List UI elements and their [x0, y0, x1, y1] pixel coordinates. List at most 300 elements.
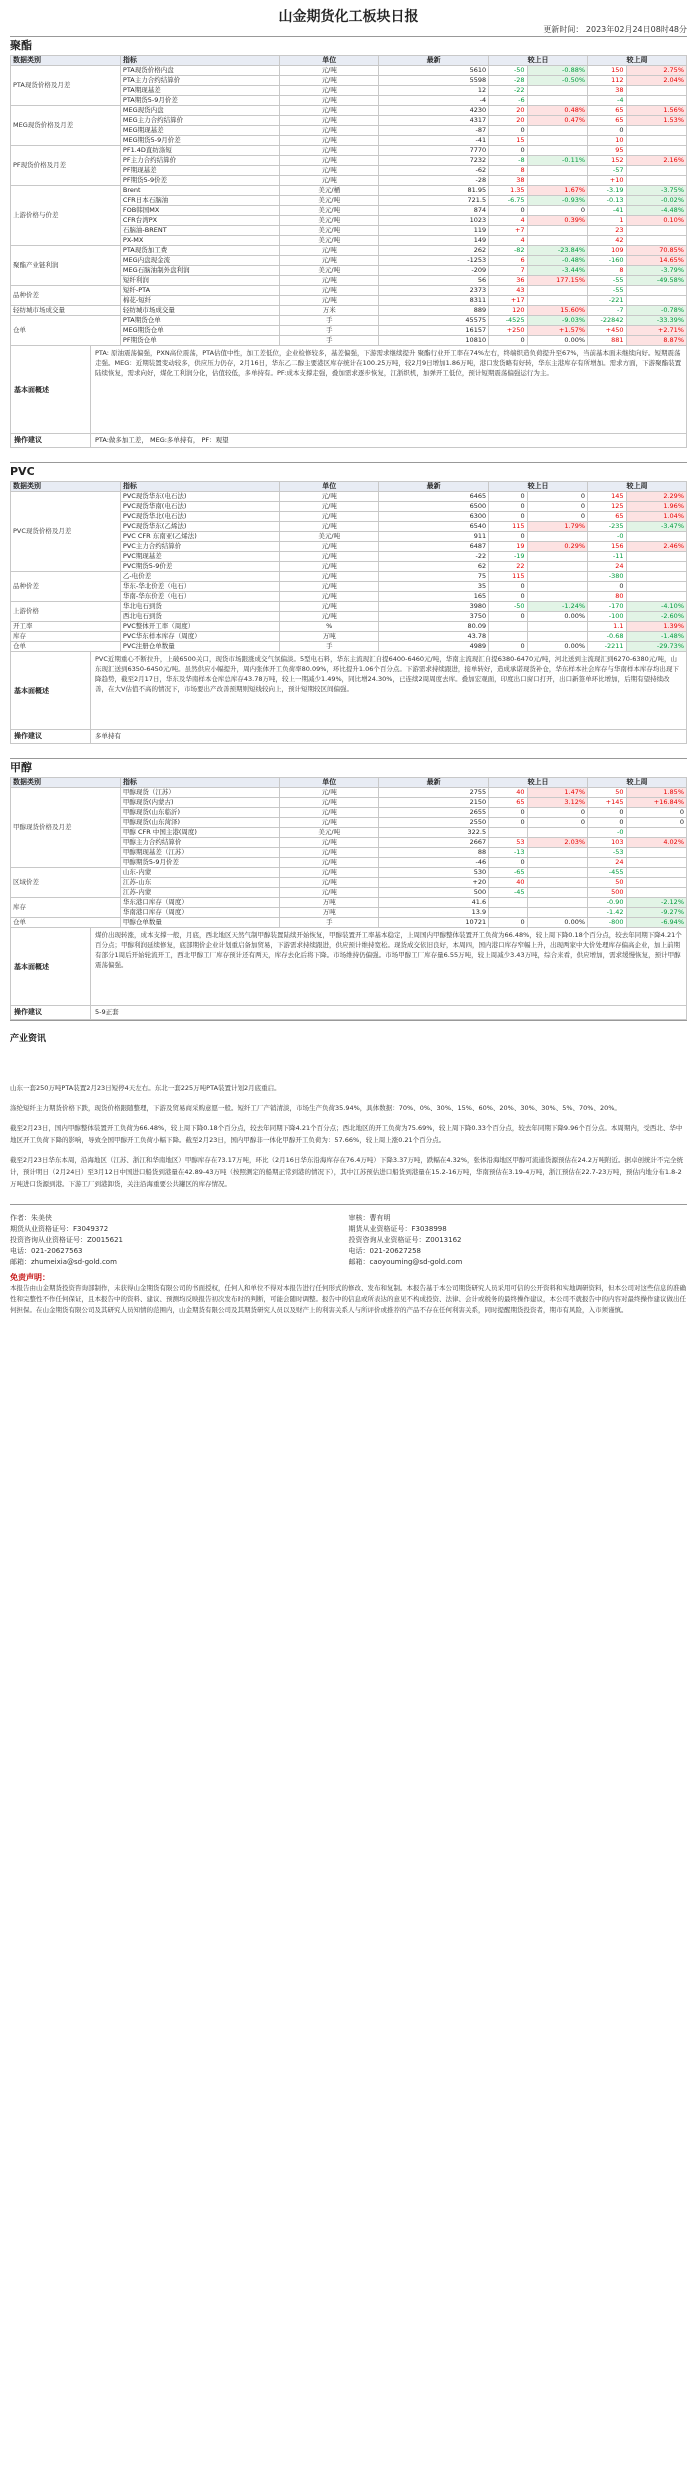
- indicator-cell: CFR日本石脑油: [120, 196, 279, 206]
- unit-cell: 美元/吨: [280, 226, 379, 236]
- week-pct-cell: [626, 126, 687, 136]
- unit-cell: 元/吨: [280, 572, 379, 582]
- latest-cell: 5598: [379, 76, 489, 86]
- authors-block: [10, 1213, 687, 1268]
- column-header: 数据类别: [11, 56, 121, 66]
- category-cell: 仓单: [11, 642, 121, 652]
- week-change-cell: -55: [588, 286, 626, 296]
- day-pct-cell: 1.79%: [527, 522, 587, 532]
- day-change-cell: 0: [489, 206, 527, 216]
- week-change-cell: 65: [588, 116, 626, 126]
- week-pct-cell: [626, 848, 687, 858]
- day-pct-cell: [527, 296, 587, 306]
- sections-container: [10, 36, 687, 1020]
- latest-cell: 75: [379, 572, 489, 582]
- indicator-cell: MEG期现基差: [120, 126, 279, 136]
- week-pct-cell: 2.75%: [626, 66, 687, 76]
- day-change-cell: [489, 828, 527, 838]
- week-pct-cell: [626, 888, 687, 898]
- unit-cell: 元/吨: [280, 136, 379, 146]
- week-change-cell: -4: [588, 96, 626, 106]
- unit-cell: 元/吨: [280, 552, 379, 562]
- day-change-cell: [489, 632, 527, 642]
- week-pct-cell: -49.58%: [626, 276, 687, 286]
- category-cell: 上游价格: [11, 602, 121, 622]
- day-pct-cell: [527, 96, 587, 106]
- day-change-cell: -4525: [489, 316, 527, 326]
- table-row: [11, 642, 687, 652]
- day-pct-cell: 0: [527, 502, 587, 512]
- latest-cell: 8311: [379, 296, 489, 306]
- section-block: [10, 758, 687, 1020]
- category-cell: 仓单: [11, 918, 121, 928]
- week-pct-cell: 1.56%: [626, 106, 687, 116]
- unit-cell: 元/吨: [280, 542, 379, 552]
- indicator-cell: 甲醇 CFR 中国主港(周度): [120, 828, 279, 838]
- column-header: 单位: [280, 778, 379, 788]
- week-pct-cell: -6.94%: [626, 918, 687, 928]
- indicator-cell: 甲醇仓单数量: [120, 918, 279, 928]
- column-header: 数据类别: [11, 482, 121, 492]
- day-change-cell: [489, 622, 527, 632]
- table-header-row: [11, 56, 687, 66]
- unit-cell: 元/吨: [280, 116, 379, 126]
- week-change-cell: 65: [588, 512, 626, 522]
- trading-advice: [10, 434, 687, 448]
- column-header: 指标: [120, 482, 279, 492]
- week-change-cell: +145: [588, 798, 626, 808]
- author-phone: 电话：021-20627563: [10, 1247, 83, 1255]
- week-change-cell: 1.1: [588, 622, 626, 632]
- day-change-cell: 0: [489, 492, 527, 502]
- table-row: [11, 186, 687, 196]
- table-row: [11, 602, 687, 612]
- unit-cell: 元/吨: [280, 296, 379, 306]
- day-change-cell: [489, 898, 527, 908]
- unit-cell: 手: [280, 316, 379, 326]
- day-change-cell: 7: [489, 266, 527, 276]
- week-change-cell: -22842: [588, 316, 626, 326]
- latest-cell: 911: [379, 532, 489, 542]
- day-change-cell: -19: [489, 552, 527, 562]
- category-cell: 品种价差: [11, 286, 121, 306]
- unit-cell: 元/吨: [280, 858, 379, 868]
- day-pct-cell: -0.93%: [527, 196, 587, 206]
- day-pct-cell: -0.88%: [527, 66, 587, 76]
- reviewer-email[interactable]: 邮箱：caoyouming@sd-gold.com: [348, 1258, 463, 1266]
- table-row: [11, 492, 687, 502]
- indicator-cell: PTA现货加工费: [120, 246, 279, 256]
- category-cell: 库存: [11, 898, 121, 918]
- indicator-cell: Brent: [120, 186, 279, 196]
- indicator-cell: PTA期现基差: [120, 86, 279, 96]
- news-item: 山东一套250万吨PTA装置2月23日短停4天左右。东北一套225万吨PTA装置计划2月底重启。: [10, 1084, 281, 1092]
- day-pct-cell: +1.57%: [527, 326, 587, 336]
- latest-cell: 2655: [379, 808, 489, 818]
- week-pct-cell: -9.27%: [626, 908, 687, 918]
- week-pct-cell: [626, 146, 687, 156]
- summary-label: 基本面概述: [11, 652, 91, 729]
- week-pct-cell: +16.84%: [626, 798, 687, 808]
- day-pct-cell: 0.48%: [527, 106, 587, 116]
- day-pct-cell: [527, 898, 587, 908]
- unit-cell: 元/吨: [280, 818, 379, 828]
- indicator-cell: 山东-内蒙: [120, 868, 279, 878]
- unit-cell: 元/吨: [280, 522, 379, 532]
- news-item: 涤纶短纤主力期货价格下跌，现货价格跟随整理，下游及贸易商采购意愿一般。短纤工厂产销清淡，市场生产负荷35.94%，具体数据：70%、0%、30%、15%、60%、20%、30%、30%、5%、70%、20%。: [10, 1104, 621, 1112]
- unit-cell: 元/吨: [280, 838, 379, 848]
- day-change-cell: -8: [489, 156, 527, 166]
- indicator-cell: 西北电石到货: [120, 612, 279, 622]
- week-change-cell: -0.13: [588, 196, 626, 206]
- disclaimer-text: 本报告由山金期货投资咨询部制作，未获得山金期货有限公司的书面授权，任何人和单位不得对本报告进行任何形式的修改、发布和复制。本报告基于本公司期货研究人员采用可信的公开资料和实地调研资料，但本公司对这些信息的准确性和完整性不作任何保证，且本报告中的资料、建议、预测均反映报告初次发布时的判断，可能会随时调整。报告中的信息或所表达的意见不构成投资、法律、会计或税务的最终操作建议，本公司不就报告中的内容对最终操作建议做出任何担保。在山金期货有限公司及其研究人员知情的范围内，山金期货有限公司及其期货研究人员以及财产上的利害关系人与所评价或推荐的产品不存在任何利害关系，同时提醒期货投资者，期市有风险，入市须谨慎。: [10, 1284, 686, 1314]
- week-pct-cell: +2.71%: [626, 326, 687, 336]
- unit-cell: 元/吨: [280, 286, 379, 296]
- unit-cell: 元/吨: [280, 562, 379, 572]
- column-header: 单位: [280, 482, 379, 492]
- unit-cell: 元/吨: [280, 106, 379, 116]
- week-change-cell: -1.42: [588, 908, 626, 918]
- day-change-cell: +7: [489, 226, 527, 236]
- latest-cell: 35: [379, 582, 489, 592]
- week-change-cell: -380: [588, 572, 626, 582]
- day-change-cell: 0: [489, 642, 527, 652]
- latest-cell: 80.09: [379, 622, 489, 632]
- unit-cell: 元/吨: [280, 512, 379, 522]
- indicator-cell: 甲醇期现基差（江苏）: [120, 848, 279, 858]
- unit-cell: 美元/吨: [280, 532, 379, 542]
- summary-text: 煤价出现转涨，成本支撑一般，月底，西北地区天然气制甲醇装置陆续开始恢复，甲醇装置开工率基本稳定，上周国内甲醇整体装置开工负荷为66.48%，较上周下降0.18个百分点，较去年同期下降4.21个百分点；甲醇利润延续修复，底部期价企业计划重启备加贸易，下游需求持续跟进，供应预计维持宽松。现货成交依旧良好，本周四，国内港口库存窄幅上升，出现两家中大价处理库存偏高企业，加上前期有部分1周后开始轮流开工，西北甲醇工厂库存预计还有两天，库存去化后将下降。市场维持仍偏强。市场甲醇工厂库存量6.55万吨，较上周减少3.43万吨，综合来看，供应增加，需求缓慢恢复，预计甲醇震荡偏强。: [95, 931, 682, 969]
- author-consult-license: 投资咨询从业资格证号：Z0015621: [10, 1236, 123, 1244]
- unit-cell: 美元/吨: [280, 266, 379, 276]
- unit-cell: 手: [280, 336, 379, 346]
- week-pct-cell: -29.73%: [626, 642, 687, 652]
- news-divider: [10, 1020, 687, 1021]
- unit-cell: 美元/吨: [280, 196, 379, 206]
- table-header-row: [11, 482, 687, 492]
- week-pct-cell: 1.39%: [626, 622, 687, 632]
- indicator-cell: PF期货5-9价差: [120, 176, 279, 186]
- indicator-cell: 甲醇现货(山东临沂): [120, 808, 279, 818]
- section-title: PVC: [10, 465, 35, 478]
- day-pct-cell: 1.47%: [527, 788, 587, 798]
- category-cell: 轻纺城市场成交量: [11, 306, 121, 316]
- indicator-cell: PVC CFR 东南亚(乙烯法): [120, 532, 279, 542]
- latest-cell: 45575: [379, 316, 489, 326]
- latest-cell: 16157: [379, 326, 489, 336]
- unit-cell: 美元/吨: [280, 828, 379, 838]
- week-change-cell: +10: [588, 176, 626, 186]
- day-pct-cell: 0.00%: [527, 336, 587, 346]
- latest-cell: 6487: [379, 542, 489, 552]
- indicator-cell: PF主力合约结算价: [120, 156, 279, 166]
- unit-cell: 元/吨: [280, 602, 379, 612]
- indicator-cell: PVC现货华北(电石法): [120, 512, 279, 522]
- authors-divider: [10, 1204, 687, 1205]
- latest-cell: -4: [379, 96, 489, 106]
- week-pct-cell: [626, 858, 687, 868]
- column-header: 较上周: [588, 778, 687, 788]
- day-change-cell: 0: [489, 532, 527, 542]
- latest-cell: 88: [379, 848, 489, 858]
- week-pct-cell: [626, 562, 687, 572]
- day-pct-cell: 0.39%: [527, 216, 587, 226]
- reviewer-column: [349, 1213, 688, 1268]
- day-pct-cell: [527, 146, 587, 156]
- latest-cell: 7770: [379, 146, 489, 156]
- day-pct-cell: 1.67%: [527, 186, 587, 196]
- indicator-cell: 华东-华北价差（电石）: [120, 582, 279, 592]
- day-pct-cell: 0.29%: [527, 542, 587, 552]
- week-change-cell: +450: [588, 326, 626, 336]
- latest-cell: 119: [379, 226, 489, 236]
- latest-cell: 2550: [379, 818, 489, 828]
- week-change-cell: 125: [588, 502, 626, 512]
- day-change-cell: [489, 908, 527, 918]
- table-row: [11, 246, 687, 256]
- unit-cell: 元/吨: [280, 86, 379, 96]
- day-pct-cell: [527, 562, 587, 572]
- week-pct-cell: 2.29%: [626, 492, 687, 502]
- day-pct-cell: [527, 908, 587, 918]
- indicator-cell: 华东港口库存（周度）: [120, 898, 279, 908]
- week-change-cell: 109: [588, 246, 626, 256]
- day-change-cell: -22: [489, 86, 527, 96]
- week-change-cell: 23: [588, 226, 626, 236]
- unit-cell: %: [280, 622, 379, 632]
- column-header: 较上周: [588, 482, 687, 492]
- indicator-cell: 甲醇现货（江苏）: [120, 788, 279, 798]
- day-change-cell: 65: [489, 798, 527, 808]
- indicator-cell: PTA主力合约结算价: [120, 76, 279, 86]
- author-column: [10, 1213, 349, 1268]
- week-pct-cell: 2.46%: [626, 542, 687, 552]
- week-pct-cell: -3.47%: [626, 522, 687, 532]
- indicator-cell: 石脑油-BRENT: [120, 226, 279, 236]
- week-change-cell: -235: [588, 522, 626, 532]
- latest-cell: 4230: [379, 106, 489, 116]
- unit-cell: 元/吨: [280, 96, 379, 106]
- week-change-cell: -0.68: [588, 632, 626, 642]
- latest-cell: 6540: [379, 522, 489, 532]
- unit-cell: 元/吨: [280, 868, 379, 878]
- week-pct-cell: -1.48%: [626, 632, 687, 642]
- week-pct-cell: [626, 286, 687, 296]
- week-pct-cell: -4.48%: [626, 206, 687, 216]
- latest-cell: -28: [379, 176, 489, 186]
- latest-cell: 1023: [379, 216, 489, 226]
- week-change-cell: 0: [588, 126, 626, 136]
- day-change-cell: 4: [489, 216, 527, 226]
- latest-cell: 3750: [379, 612, 489, 622]
- latest-cell: 41.6: [379, 898, 489, 908]
- day-change-cell: 0: [489, 612, 527, 622]
- unit-cell: 美元/吨: [280, 216, 379, 226]
- day-pct-cell: 0: [527, 512, 587, 522]
- week-change-cell: 112: [588, 76, 626, 86]
- indicator-cell: MEG期货5-9月价差: [120, 136, 279, 146]
- unit-cell: 元/吨: [280, 176, 379, 186]
- week-pct-cell: 14.65%: [626, 256, 687, 266]
- week-pct-cell: [626, 166, 687, 176]
- table-row: [11, 632, 687, 642]
- week-change-cell: 103: [588, 838, 626, 848]
- day-change-cell: 15: [489, 136, 527, 146]
- unit-cell: 元/吨: [280, 788, 379, 798]
- day-change-cell: 4: [489, 236, 527, 246]
- week-change-cell: -57: [588, 166, 626, 176]
- latest-cell: 2667: [379, 838, 489, 848]
- week-pct-cell: 2.16%: [626, 156, 687, 166]
- category-cell: PVC现货价格及月差: [11, 492, 121, 572]
- indicator-cell: 甲醇现货(山东菏泽): [120, 818, 279, 828]
- week-change-cell: 80: [588, 592, 626, 602]
- unit-cell: 元/吨: [280, 66, 379, 76]
- day-pct-cell: [527, 532, 587, 542]
- category-cell: 开工率: [11, 622, 121, 632]
- indicator-cell: MEG石脑油制外盘利润: [120, 266, 279, 276]
- summary-label: 基本面概述: [11, 346, 91, 433]
- table-row: [11, 868, 687, 878]
- day-change-cell: -65: [489, 868, 527, 878]
- day-change-cell: 115: [489, 572, 527, 582]
- week-change-cell: 24: [588, 858, 626, 868]
- week-change-cell: 8: [588, 266, 626, 276]
- indicator-cell: PF期货仓单: [120, 336, 279, 346]
- week-change-cell: 24: [588, 562, 626, 572]
- day-change-cell: +250: [489, 326, 527, 336]
- latest-cell: 149: [379, 236, 489, 246]
- day-change-cell: 20: [489, 116, 527, 126]
- latest-cell: 165: [379, 592, 489, 602]
- day-pct-cell: [527, 878, 587, 888]
- fundamentals-summary: [10, 346, 687, 434]
- week-pct-cell: -0.78%: [626, 306, 687, 316]
- column-header: 较上日: [489, 56, 588, 66]
- table-row: [11, 146, 687, 156]
- day-pct-cell: -0.48%: [527, 256, 587, 266]
- table-row: [11, 572, 687, 582]
- column-header: 单位: [280, 56, 379, 66]
- week-pct-cell: -4.10%: [626, 602, 687, 612]
- column-header: 较上日: [489, 482, 588, 492]
- table-row: [11, 918, 687, 928]
- latest-cell: 721.5: [379, 196, 489, 206]
- latest-cell: 43.78: [379, 632, 489, 642]
- column-header: 数据类别: [11, 778, 121, 788]
- day-change-cell: 115: [489, 522, 527, 532]
- unit-cell: 元/吨: [280, 246, 379, 256]
- report-title: 山金期货化工板块日报: [278, 9, 419, 25]
- latest-cell: -22: [379, 552, 489, 562]
- trading-advice: [10, 1006, 687, 1020]
- unit-cell: 元/吨: [280, 798, 379, 808]
- day-pct-cell: [527, 632, 587, 642]
- reviewer-name: 审核：曹有明: [348, 1214, 391, 1222]
- day-change-cell: -28: [489, 76, 527, 86]
- table-row: [11, 306, 687, 316]
- table-header-row: [11, 778, 687, 788]
- week-change-cell: -7: [588, 306, 626, 316]
- day-change-cell: 0: [489, 808, 527, 818]
- table-row: [11, 788, 687, 798]
- latest-cell: 5610: [379, 66, 489, 76]
- day-change-cell: 19: [489, 542, 527, 552]
- day-change-cell: -50: [489, 66, 527, 76]
- latest-cell: 322.5: [379, 828, 489, 838]
- latest-cell: 889: [379, 306, 489, 316]
- week-change-cell: 156: [588, 542, 626, 552]
- latest-cell: 13.9: [379, 908, 489, 918]
- indicator-cell: PVC华东样本库存（周度）: [120, 632, 279, 642]
- advice-text: 多单持有: [95, 732, 121, 740]
- week-change-cell: -0: [588, 532, 626, 542]
- indicator-cell: 华南-华东价差（电石）: [120, 592, 279, 602]
- author-email[interactable]: 邮箱：zhumeixia@sd-gold.com: [10, 1258, 117, 1266]
- data-table: [10, 55, 687, 346]
- week-change-cell: -55: [588, 276, 626, 286]
- day-change-cell: -6.75: [489, 196, 527, 206]
- day-change-cell: 0: [489, 502, 527, 512]
- indicator-cell: PVC期现基差: [120, 552, 279, 562]
- table-row: [11, 316, 687, 326]
- column-header: 较上日: [489, 778, 588, 788]
- week-pct-cell: -0.02%: [626, 196, 687, 206]
- advice-text: 5-9正套: [95, 1008, 119, 1016]
- column-header: 最新: [379, 482, 489, 492]
- day-pct-cell: [527, 226, 587, 236]
- week-change-cell: 0: [588, 582, 626, 592]
- reviewer-license: 期货从业资格证号：F3038998: [348, 1225, 447, 1233]
- indicator-cell: 乙-电价差: [120, 572, 279, 582]
- indicator-cell: PVC现货华东(电石法): [120, 492, 279, 502]
- unit-cell: 万吨: [280, 908, 379, 918]
- category-cell: 品种价差: [11, 572, 121, 602]
- indicator-cell: PVC期货5-9价差: [120, 562, 279, 572]
- table-row: [11, 66, 687, 76]
- latest-cell: 262: [379, 246, 489, 256]
- day-pct-cell: -9.03%: [527, 316, 587, 326]
- unit-cell: 万吨: [280, 898, 379, 908]
- week-change-cell: -100: [588, 612, 626, 622]
- day-pct-cell: [527, 888, 587, 898]
- category-cell: 上游价格与价差: [11, 186, 121, 246]
- day-pct-cell: 0: [527, 492, 587, 502]
- latest-cell: -1253: [379, 256, 489, 266]
- day-change-cell: 0: [489, 818, 527, 828]
- unit-cell: 美元/吨: [280, 236, 379, 246]
- unit-cell: 万吨: [280, 632, 379, 642]
- day-pct-cell: [527, 868, 587, 878]
- indicator-cell: FOB韩国MX: [120, 206, 279, 216]
- week-change-cell: -800: [588, 918, 626, 928]
- latest-cell: -41: [379, 136, 489, 146]
- week-change-cell: 50: [588, 878, 626, 888]
- week-pct-cell: [626, 226, 687, 236]
- reviewer-consult-license: 投资咨询从业资格证号：Z0013162: [348, 1236, 462, 1244]
- indicator-cell: 华南港口库存（周度）: [120, 908, 279, 918]
- week-pct-cell: -3.75%: [626, 186, 687, 196]
- advice-text: PTA:做多加工差， MEG:多单持有， PF：观望: [95, 436, 229, 444]
- category-cell: 聚酯产业链利润: [11, 246, 121, 286]
- unit-cell: 元/吨: [280, 126, 379, 136]
- indicator-cell: PVC主力合约结算价: [120, 542, 279, 552]
- week-change-cell: -0: [588, 828, 626, 838]
- category-cell: 区域价差: [11, 868, 121, 898]
- indicator-cell: PF期现基差: [120, 166, 279, 176]
- week-pct-cell: [626, 296, 687, 306]
- day-pct-cell: [527, 236, 587, 246]
